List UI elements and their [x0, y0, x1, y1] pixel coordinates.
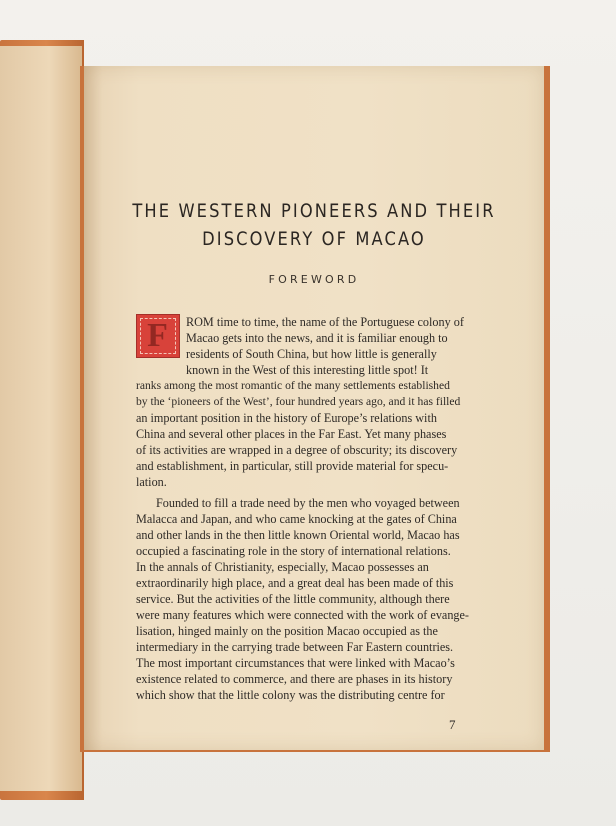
page-number: 7	[449, 717, 456, 732]
left-page-edge	[0, 46, 82, 791]
text-line: which show that the little colony was the distributing centre for	[136, 688, 445, 702]
section-heading: FOREWORD	[268, 273, 360, 286]
text-line: ROM time to time, the name of the Portuguese colony of	[186, 315, 464, 329]
text-line: service. But the activities of the little community, although there	[136, 592, 450, 606]
text-line: The most important circumstances that were linked with Macao’s	[136, 656, 455, 670]
ornamental-drop-cap	[136, 314, 180, 358]
text-line: Founded to fill a trade need by the men who voyaged between	[156, 496, 460, 510]
text-line: occupied a fascinating role in the story of international relations.	[136, 544, 451, 558]
text-line: lisation, hinged mainly on the position Macao occupied as the	[136, 624, 438, 638]
text-line: known in the West of this interesting little spot! It	[186, 363, 429, 377]
drop-cap-letter: F	[147, 317, 168, 354]
text-line: In the annals of Christianity, especially, Macao possesses an	[136, 560, 429, 574]
text-line: and establishment, in particular, still provide material for specu-	[136, 459, 449, 473]
text-line: and other lands in the then little known Oriental world, Macao has	[136, 528, 460, 542]
chapter-title-line-2: DISCOVERY OF MACAO	[202, 229, 426, 250]
text-line: residents of South China, but how little is generally	[186, 347, 437, 361]
book-page	[84, 66, 544, 750]
text-line: ranks among the most romantic of the many settlements established	[136, 379, 450, 392]
text-line: intermediary in the carrying trade between Far Eastern countries.	[136, 640, 454, 654]
text-line: lation.	[136, 475, 167, 489]
text-line: existence related to commerce, and there are phases in its history	[136, 672, 453, 686]
text-line: China and several other places in the Far East. Yet many phases	[136, 427, 447, 441]
chapter-title-line-1: THE WESTERN PIONEERS AND THEIR	[132, 201, 496, 222]
text-line: extraordinarily high place, and a great deal has been made of this	[136, 576, 454, 590]
text-line: Malacca and Japan, and who came knocking at the gates of China	[136, 512, 457, 526]
text-line: of its activities are wrapped in a degree of obscurity; its discovery	[136, 443, 458, 457]
text-line: were many features which were connected with the work of evange-	[136, 608, 469, 622]
text-line: by the ‘pioneers of the West’, four hundred years ago, and it has filled	[136, 395, 461, 408]
text-line: Macao gets into the news, and it is familiar enough to	[186, 331, 448, 345]
text-line: an important position in the history of Europe’s relations with	[136, 411, 437, 425]
